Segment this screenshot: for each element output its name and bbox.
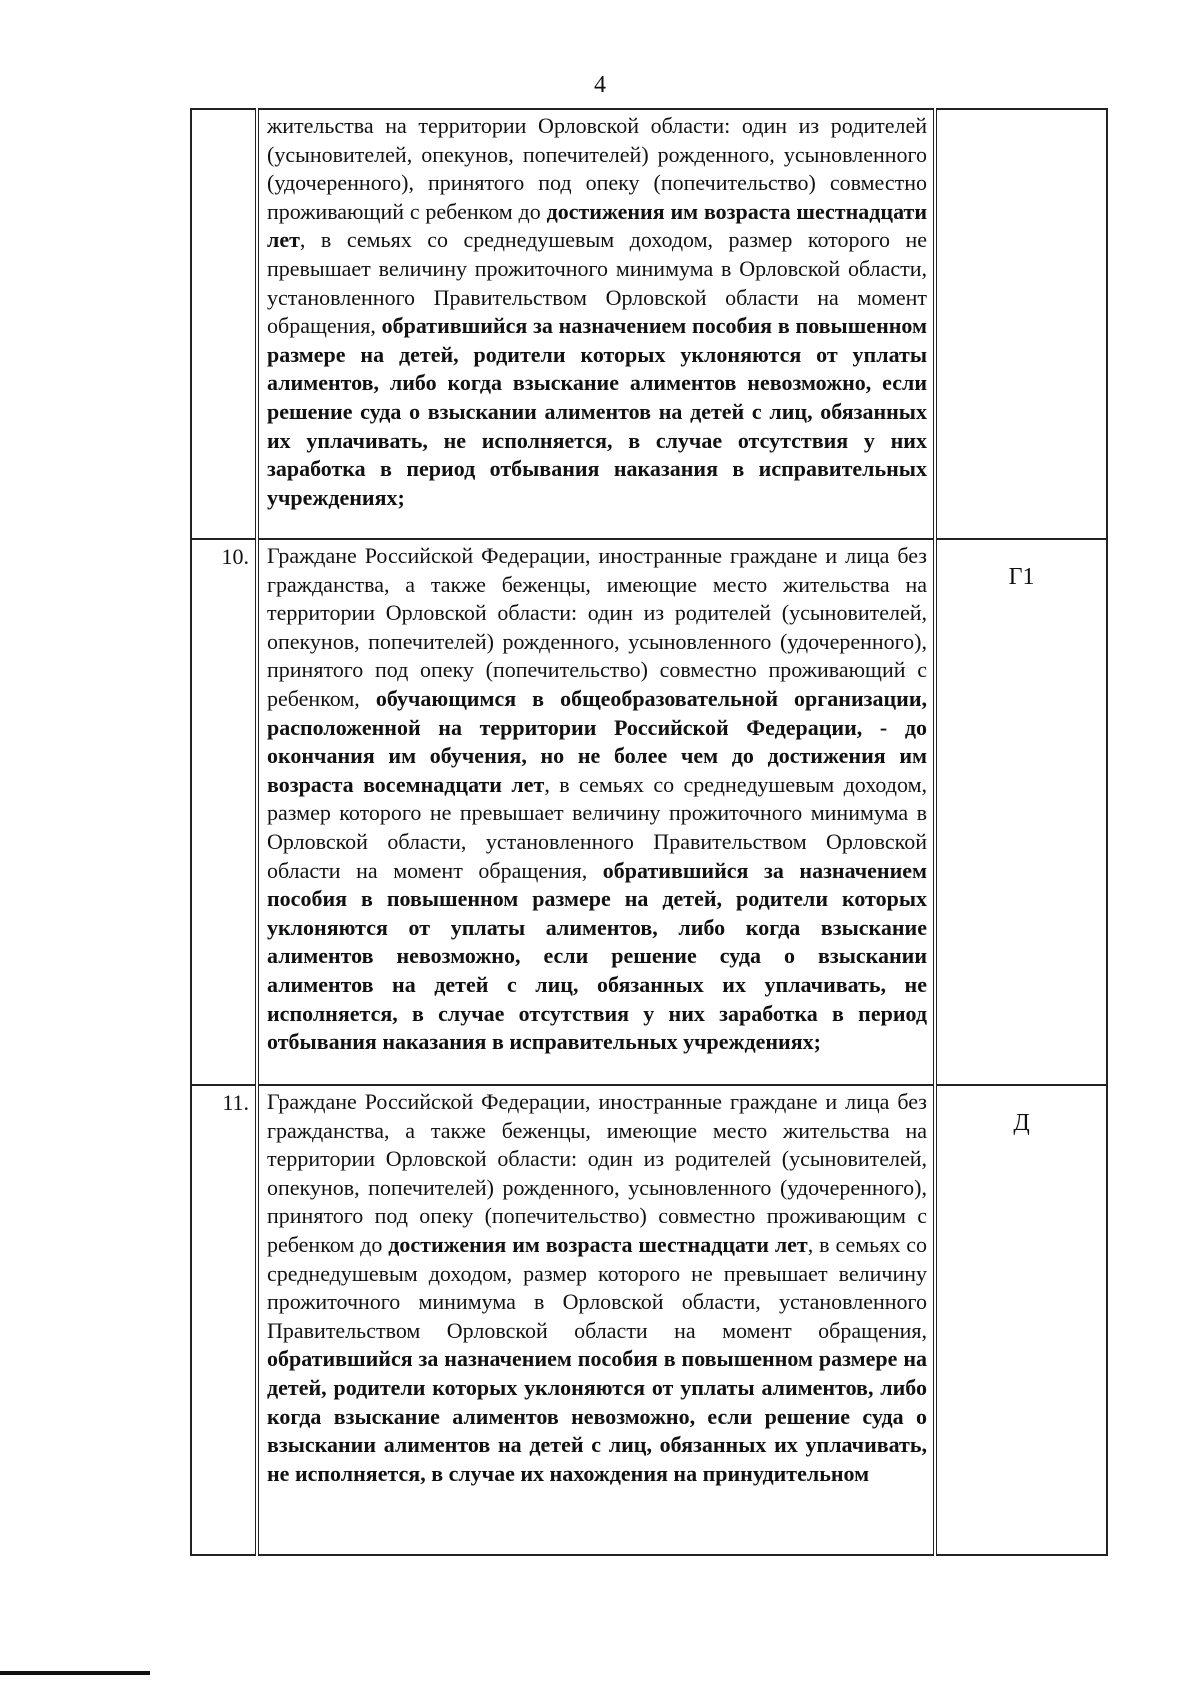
- description-segment-bold: обратившийся за назначением пособия в повышенном размере на детей, родители которых уклоняются от уплаты алиментов, либо когда взыскание алиментов невозможно, если решение суда о взыскании алиментов на детей с лиц, обязанных их уплачивать, не исполняется, в случае отсутствия у них заработка в период отбывания наказания в исправительных учреждениях;: [267, 313, 927, 510]
- category-code: Г1: [935, 539, 1107, 1085]
- description-segment-bold: достижения им возраста шестнадцати лет: [267, 198, 927, 253]
- page-number: 4: [594, 72, 606, 98]
- description-segment: жительства на территории Орловской области: один из родителей (усыновителей, опекунов, попечителей) рожденного, усыновленного (удочеренного), принятого под опеку (попечительство) совместно проживающий с ребенком до: [267, 113, 927, 224]
- row-number: 10.: [191, 539, 257, 1085]
- description-segment: , в семьях со среднедушевым доходом, размер которого не превышает величину прожиточного минимума в Орловской области, установленного Правительством Орловской области на момент обращения,: [267, 227, 927, 339]
- description-segment-bold: достижения им возраста шестнадцати лет: [388, 1231, 808, 1257]
- table-row: [191, 539, 1107, 1085]
- description-segment: , в семьях со среднедушевым доходом, размер которого не превышает величину прожиточного минимума в Орловской области, установленного Правительством Орловской области на момент обращения,: [267, 1231, 927, 1343]
- description-segment-bold: обучающимся в общеобразовательной организации, расположенной на территории Российской Федерации, - до окончания им обучения, но не более чем до достижения им возраста восемнадцати лет: [267, 685, 928, 797]
- table-row: [191, 109, 1107, 539]
- row-description: [257, 539, 935, 1085]
- description-segment-bold: обратившийся за назначением пособия в повышенном размере на детей, родители которых уклоняются от уплаты алиментов, либо когда взыскание алиментов невозможно, если решение суда о взыскании алиментов на детей с лиц, обязанных их уплачивать, не исполняется, в случае отсутствия у них заработка в период отбывания наказания в исправительных учреждениях;: [267, 857, 927, 1055]
- description-segment: , в семьях со среднедушевым доходом, размер которого не превышает величину прожиточного минимума в Орловской области, установленного Правительством Орловской области на момент обращения,: [267, 771, 927, 883]
- eligibility-table: [190, 108, 1108, 1556]
- category-code: [935, 109, 1107, 539]
- description-segment-bold: обратившийся за назначением пособия в повышенном размере на детей, родители которых уклоняются от уплаты алиментов, либо когда взыскание алиментов невозможно, если решение суда о взыскании алиментов на детей с лиц, обязанных их уплачивать, не исполняется, в случае их нахождения на принудительном: [267, 1346, 927, 1486]
- description-segment: Граждане Российской Федерации, иностранные граждане и лица без гражданства, а также беженцы, имеющие место жительства на территории Орловской области: один из родителей (усыновителей, опекунов, попечителей) рожденного, усыновленного (удочеренного), принятого под опеку (попечительство) совместно проживающий с ребенком,: [267, 543, 927, 711]
- description-segment: Граждане Российской Федерации, иностранные граждане и лица без гражданства, а также беженцы, имеющие место жительства на территории Орловской области: один из родителей (усыновителей, опекунов, попечителей) рожденного, усыновленного (удочеренного), принятого под опеку (попечительство) совместно проживающим с ребенком до: [267, 1089, 927, 1257]
- category-code: Д: [935, 1085, 1107, 1555]
- row-number: [191, 109, 257, 539]
- row-description: [257, 109, 935, 539]
- row-number: 11.: [191, 1085, 257, 1555]
- row-description: [257, 1085, 935, 1555]
- table-row: [191, 1085, 1107, 1555]
- footer-rule: [0, 1671, 150, 1675]
